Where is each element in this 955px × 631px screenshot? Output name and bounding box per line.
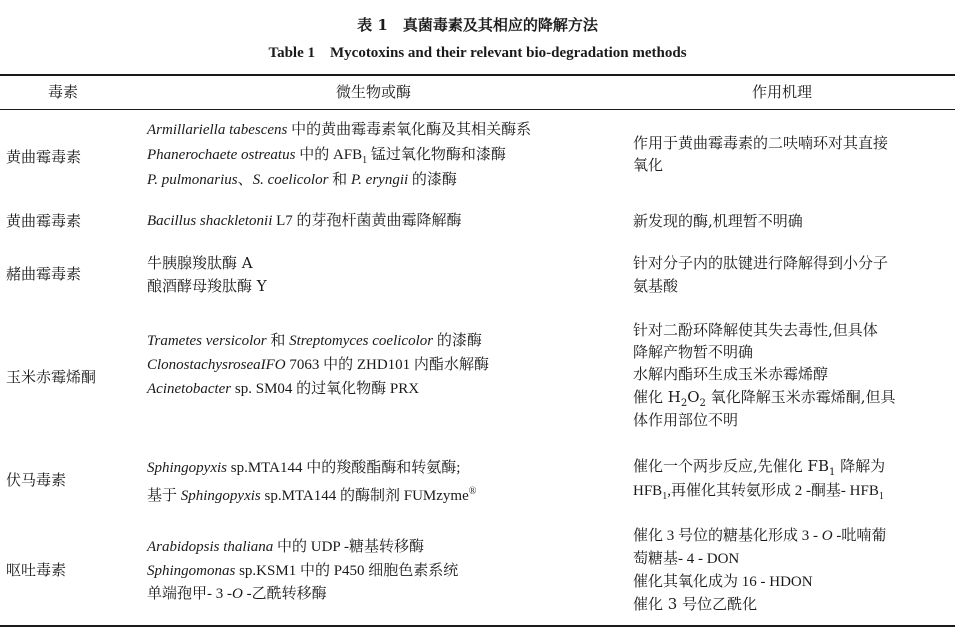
- mechanism-line: 氧化: [633, 156, 664, 174]
- organism-line: Acinetobacter sp. SM04 的过氧化物酶 PRX: [147, 381, 420, 397]
- toxin-name: 赭曲霉毒素: [6, 265, 82, 283]
- bottom-rule: [0, 625, 955, 627]
- mechanism-line: 体作用部位不明: [633, 411, 739, 429]
- organism-line: P. pulmonarius、S. coelicolor 和 P. eryngii 的漆酶: [147, 172, 457, 188]
- column-header-toxin: 毒素: [48, 83, 79, 101]
- column-header-organism: 微生物或酶: [336, 83, 412, 101]
- mechanism-line: 降解产物暂不明确: [633, 343, 754, 361]
- mechanism-line: 催化 3 号位的糖基化形成 3 - O -吡喃葡: [633, 528, 887, 544]
- organism-line: 酿酒酵母羧肽酶 Y: [147, 277, 267, 295]
- organism-line: Trametes versicolor 和 Streptomyces coelicolor 的漆酶: [147, 333, 482, 349]
- table-caption-en: Table 1 Mycotoxins and their relevant bio-degradation methods: [268, 45, 687, 61]
- toxin-name: 呕吐毒素: [6, 561, 67, 579]
- organism-line: Bacillus shackletonii L7 的芽孢杆菌黄曲霉降解酶: [147, 213, 462, 229]
- toxin-name: 黄曲霉毒素: [6, 148, 82, 166]
- mechanism-line: 作用于黄曲霉毒素的二呋喃环对其直接: [633, 134, 889, 152]
- organism-line: ClonostachysroseaIFO 7063 中的 ZHD101 内酯水解酶: [147, 357, 489, 373]
- mechanism-line: $HFB_1$,再催化其转氨形成 2 -酮基- $HFB_1$: [633, 483, 884, 502]
- organism-line: Phanerochaete ostreatus 中的 $AFB_1$ 锰过氧化物酶和漆酶: [147, 147, 506, 166]
- mechanism-line: 催化 $H_2O_2$ 氧化降解玉米赤霉烯酮,但具: [633, 388, 896, 409]
- top-rule: [0, 74, 955, 76]
- mechanism-line: 催化其氧化成为 16 - HDON: [633, 574, 813, 590]
- mechanism-line: 催化 3 号位乙酰化: [633, 595, 758, 613]
- mechanism-line: 水解内酯环生成玉米赤霉烯醇: [633, 365, 829, 383]
- organism-line: Armillariella tabescens 中的黄曲霉毒素氧化酶及其相关酶系: [147, 122, 532, 138]
- table-caption-cn: 表 1 真菌毒素及其相应的降解方法: [357, 16, 598, 34]
- mechanism-line: 萄糖基- 4 - DON: [633, 551, 740, 567]
- organism-line: Sphingopyxis sp.MTA144 中的羧酸酯酶和转氨酶;: [147, 460, 461, 476]
- mechanism-line: 催化一个两步反应,先催化 $FB_1$ 降解为: [633, 457, 886, 478]
- organism-line: 基于 Sphingopyxis sp.MTA144 的酶制剂 FUMzyme®: [147, 486, 477, 504]
- toxin-name: 黄曲霉毒素: [6, 212, 82, 230]
- organism-line: 单端孢甲- 3 -O -乙酰转移酶: [147, 586, 327, 602]
- mechanism-line: 新发现的酶,机理暂不明确: [633, 212, 803, 230]
- mechanism-line: 针对分子内的肽键进行降解得到小分子: [633, 254, 889, 272]
- toxin-name: 玉米赤霉烯酮: [6, 368, 97, 386]
- organism-line: Sphingomonas sp.KSM1 中的 P450 细胞色素系统: [147, 563, 459, 579]
- organism-line: Arabidopsis thaliana 中的 UDP -糖基转移酶: [147, 539, 424, 555]
- column-header-mechanism: 作用机理: [752, 83, 813, 101]
- header-rule: [0, 109, 955, 110]
- toxin-name: 伏马毒素: [6, 471, 67, 489]
- mechanism-line: 针对二酚环降解使其失去毒性,但具体: [633, 321, 878, 339]
- organism-line: 牛胰腺羧肽酶 A: [147, 254, 253, 272]
- mechanism-line: 氨基酸: [633, 277, 679, 295]
